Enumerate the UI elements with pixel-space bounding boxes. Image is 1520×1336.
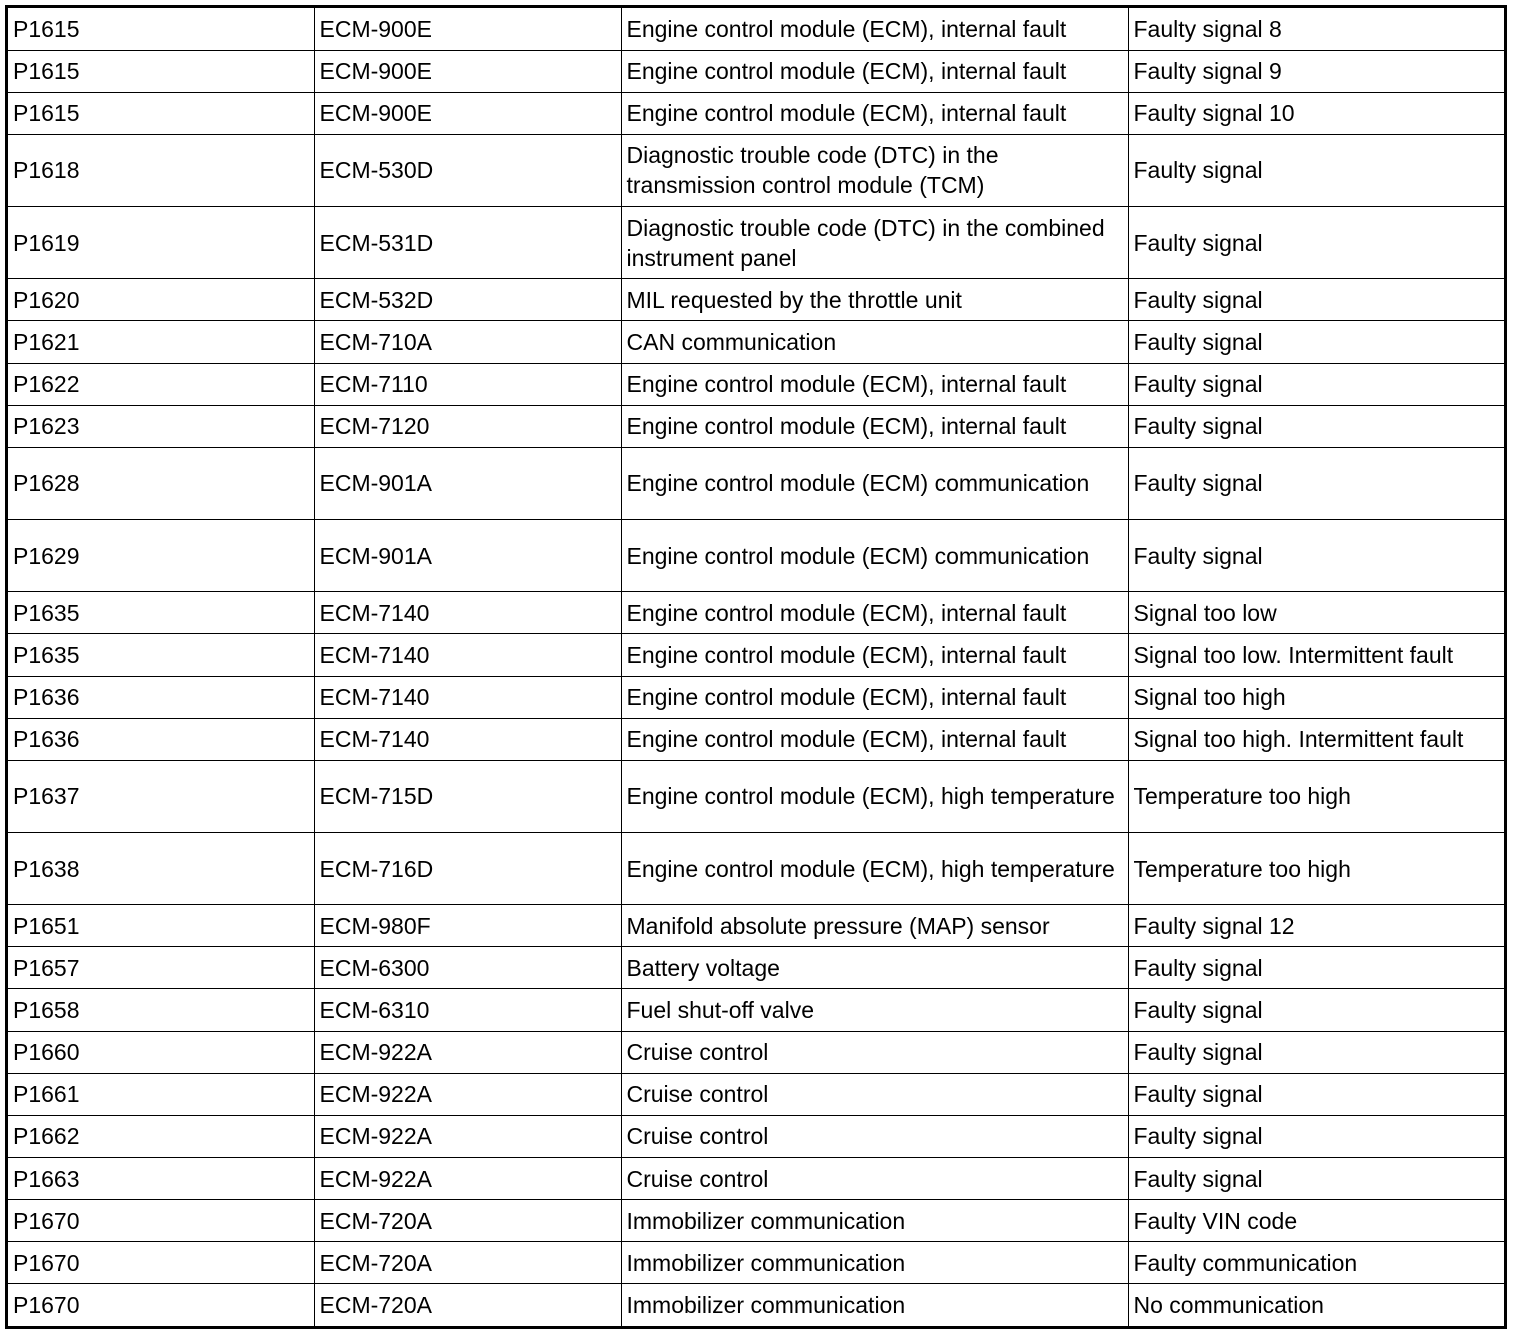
- component-cell: Battery voltage: [621, 947, 1128, 989]
- component-cell: Diagnostic trouble code (DTC) in the combined instrument panel: [621, 207, 1128, 279]
- ecm-code-cell: ECM-900E: [314, 8, 621, 50]
- fault-type-cell: Faulty signal: [1128, 321, 1504, 363]
- dtc-code-cell: P1638: [8, 832, 314, 904]
- fault-type-cell: No communication: [1128, 1284, 1504, 1326]
- dtc-code-cell: P1623: [8, 405, 314, 447]
- fault-type-cell: Faulty signal: [1128, 363, 1504, 405]
- component-cell: Engine control module (ECM) communication: [621, 447, 1128, 519]
- ecm-code-cell: ECM-7140: [314, 676, 621, 718]
- ecm-code-cell: ECM-980F: [314, 905, 621, 947]
- component-cell: Engine control module (ECM), internal fault: [621, 676, 1128, 718]
- fault-type-cell: Faulty signal: [1128, 989, 1504, 1031]
- component-cell: Cruise control: [621, 1115, 1128, 1157]
- ecm-code-cell: ECM-531D: [314, 207, 621, 279]
- ecm-code-cell: ECM-7140: [314, 718, 621, 760]
- dtc-code-cell: P1663: [8, 1157, 314, 1199]
- dtc-table-frame: [5, 5, 1507, 1329]
- component-cell: Diagnostic trouble code (DTC) in the transmission control module (TCM): [621, 134, 1128, 206]
- component-cell: Cruise control: [621, 1031, 1128, 1073]
- fault-type-cell: Faulty signal: [1128, 134, 1504, 206]
- dtc-code-cell: P1636: [8, 676, 314, 718]
- table-row: [8, 676, 1504, 718]
- dtc-table: [8, 8, 1504, 1326]
- table-row: [8, 1031, 1504, 1073]
- component-cell: MIL requested by the throttle unit: [621, 279, 1128, 321]
- component-cell: Engine control module (ECM), high temperature: [621, 832, 1128, 904]
- table-row: [8, 50, 1504, 92]
- table-row: [8, 832, 1504, 904]
- fault-type-cell: Temperature too high: [1128, 832, 1504, 904]
- component-cell: Engine control module (ECM), internal fault: [621, 634, 1128, 676]
- ecm-code-cell: ECM-720A: [314, 1284, 621, 1326]
- fault-type-cell: Signal too low. Intermittent fault: [1128, 634, 1504, 676]
- component-cell: Engine control module (ECM) communication: [621, 520, 1128, 592]
- component-cell: Engine control module (ECM), internal fault: [621, 718, 1128, 760]
- component-cell: CAN communication: [621, 321, 1128, 363]
- component-cell: Cruise control: [621, 1073, 1128, 1115]
- ecm-code-cell: ECM-922A: [314, 1073, 621, 1115]
- ecm-code-cell: ECM-922A: [314, 1157, 621, 1199]
- table-row: [8, 134, 1504, 206]
- component-cell: Immobilizer communication: [621, 1200, 1128, 1242]
- dtc-code-cell: P1619: [8, 207, 314, 279]
- fault-type-cell: Faulty signal 12: [1128, 905, 1504, 947]
- table-row: [8, 279, 1504, 321]
- ecm-code-cell: ECM-6300: [314, 947, 621, 989]
- ecm-code-cell: ECM-530D: [314, 134, 621, 206]
- dtc-code-cell: P1662: [8, 1115, 314, 1157]
- table-row: [8, 718, 1504, 760]
- component-cell: Immobilizer communication: [621, 1284, 1128, 1326]
- ecm-code-cell: ECM-901A: [314, 520, 621, 592]
- dtc-code-cell: P1629: [8, 520, 314, 592]
- component-cell: Manifold absolute pressure (MAP) sensor: [621, 905, 1128, 947]
- table-row: [8, 592, 1504, 634]
- component-cell: Engine control module (ECM), internal fault: [621, 92, 1128, 134]
- ecm-code-cell: ECM-7110: [314, 363, 621, 405]
- ecm-code-cell: ECM-710A: [314, 321, 621, 363]
- table-row: [8, 947, 1504, 989]
- dtc-code-cell: P1657: [8, 947, 314, 989]
- table-row: [8, 634, 1504, 676]
- ecm-code-cell: ECM-715D: [314, 760, 621, 832]
- ecm-code-cell: ECM-7120: [314, 405, 621, 447]
- fault-type-cell: Faulty signal: [1128, 207, 1504, 279]
- fault-type-cell: Faulty signal: [1128, 447, 1504, 519]
- component-cell: Fuel shut-off valve: [621, 989, 1128, 1031]
- ecm-code-cell: ECM-7140: [314, 592, 621, 634]
- component-cell: Engine control module (ECM), internal fault: [621, 363, 1128, 405]
- dtc-code-cell: P1615: [8, 8, 314, 50]
- dtc-code-cell: P1661: [8, 1073, 314, 1115]
- ecm-code-cell: ECM-900E: [314, 92, 621, 134]
- fault-type-cell: Faulty signal 9: [1128, 50, 1504, 92]
- ecm-code-cell: ECM-922A: [314, 1031, 621, 1073]
- ecm-code-cell: ECM-716D: [314, 832, 621, 904]
- fault-type-cell: Faulty signal: [1128, 279, 1504, 321]
- component-cell: Engine control module (ECM), high temperature: [621, 760, 1128, 832]
- fault-type-cell: Faulty signal: [1128, 520, 1504, 592]
- table-row: [8, 92, 1504, 134]
- table-row: [8, 760, 1504, 832]
- ecm-code-cell: ECM-901A: [314, 447, 621, 519]
- fault-type-cell: Faulty signal 8: [1128, 8, 1504, 50]
- dtc-code-cell: P1628: [8, 447, 314, 519]
- dtc-code-cell: P1670: [8, 1242, 314, 1284]
- table-row: [8, 1242, 1504, 1284]
- dtc-code-cell: P1658: [8, 989, 314, 1031]
- fault-type-cell: Temperature too high: [1128, 760, 1504, 832]
- component-cell: Engine control module (ECM), internal fault: [621, 8, 1128, 50]
- fault-type-cell: Faulty VIN code: [1128, 1200, 1504, 1242]
- table-row: [8, 8, 1504, 50]
- dtc-code-cell: P1615: [8, 50, 314, 92]
- table-row: [8, 321, 1504, 363]
- ecm-code-cell: ECM-922A: [314, 1115, 621, 1157]
- fault-type-cell: Faulty signal: [1128, 1031, 1504, 1073]
- table-row: [8, 1115, 1504, 1157]
- component-cell: Engine control module (ECM), internal fault: [621, 50, 1128, 92]
- fault-type-cell: Faulty signal: [1128, 1157, 1504, 1199]
- fault-type-cell: Faulty signal: [1128, 1073, 1504, 1115]
- table-row: [8, 363, 1504, 405]
- table-row: [8, 1200, 1504, 1242]
- ecm-code-cell: ECM-7140: [314, 634, 621, 676]
- dtc-code-cell: P1622: [8, 363, 314, 405]
- fault-type-cell: Faulty signal: [1128, 947, 1504, 989]
- table-row: [8, 1157, 1504, 1199]
- table-row: [8, 447, 1504, 519]
- fault-type-cell: Signal too high: [1128, 676, 1504, 718]
- dtc-code-cell: P1670: [8, 1284, 314, 1326]
- table-row: [8, 207, 1504, 279]
- dtc-code-cell: P1636: [8, 718, 314, 760]
- fault-type-cell: Faulty signal: [1128, 405, 1504, 447]
- dtc-code-cell: P1620: [8, 279, 314, 321]
- dtc-code-cell: P1637: [8, 760, 314, 832]
- dtc-code-cell: P1618: [8, 134, 314, 206]
- dtc-code-cell: P1615: [8, 92, 314, 134]
- component-cell: Cruise control: [621, 1157, 1128, 1199]
- table-row: [8, 1073, 1504, 1115]
- ecm-code-cell: ECM-6310: [314, 989, 621, 1031]
- component-cell: Engine control module (ECM), internal fault: [621, 405, 1128, 447]
- table-row: [8, 905, 1504, 947]
- dtc-code-cell: P1635: [8, 634, 314, 676]
- fault-type-cell: Faulty signal 10: [1128, 92, 1504, 134]
- ecm-code-cell: ECM-900E: [314, 50, 621, 92]
- dtc-code-cell: P1670: [8, 1200, 314, 1242]
- fault-type-cell: Faulty communication: [1128, 1242, 1504, 1284]
- fault-type-cell: Signal too high. Intermittent fault: [1128, 718, 1504, 760]
- component-cell: Engine control module (ECM), internal fault: [621, 592, 1128, 634]
- component-cell: Immobilizer communication: [621, 1242, 1128, 1284]
- ecm-code-cell: ECM-720A: [314, 1200, 621, 1242]
- table-row: [8, 989, 1504, 1031]
- fault-type-cell: Signal too low: [1128, 592, 1504, 634]
- ecm-code-cell: ECM-532D: [314, 279, 621, 321]
- table-row: [8, 1284, 1504, 1326]
- dtc-code-cell: P1651: [8, 905, 314, 947]
- dtc-code-cell: P1660: [8, 1031, 314, 1073]
- table-row: [8, 520, 1504, 592]
- ecm-code-cell: ECM-720A: [314, 1242, 621, 1284]
- dtc-code-cell: P1635: [8, 592, 314, 634]
- dtc-code-cell: P1621: [8, 321, 314, 363]
- table-row: [8, 405, 1504, 447]
- fault-type-cell: Faulty signal: [1128, 1115, 1504, 1157]
